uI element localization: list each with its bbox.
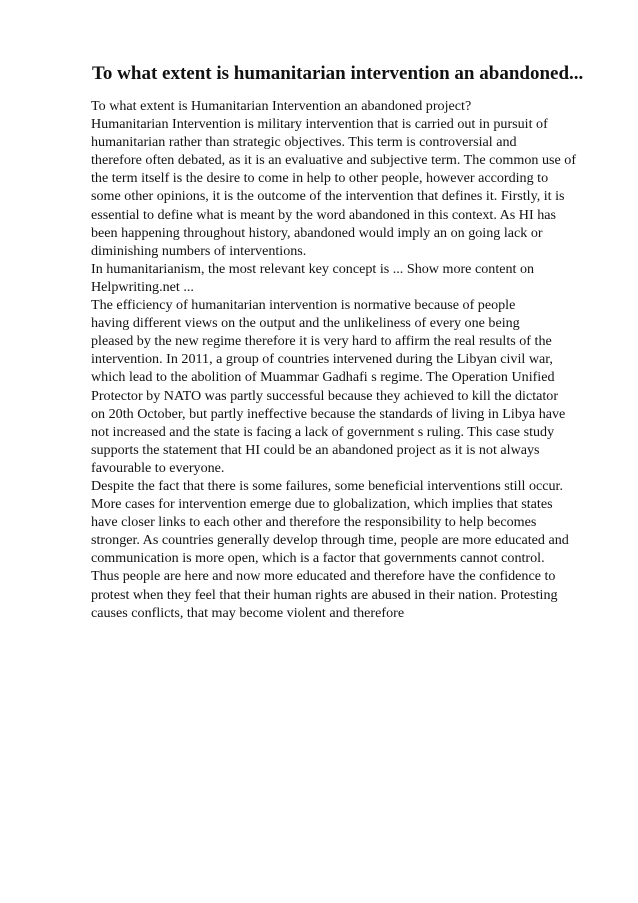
text-line: To what extent is Humanitarian Intervention an abandoned project? <box>91 98 472 114</box>
text-line: intervention. In 2011, a group of countries intervened during the Libyan civil war, <box>91 351 553 368</box>
text-line: Protector by NATO was partly successful because they achieved to kill the dictator <box>91 387 559 404</box>
text-line: favourable to everyone. <box>91 459 225 476</box>
text-line: having different views on the output and the unlikeliness of every one being <box>91 315 520 332</box>
text-line: which lead to the abolition of Muammar Gadhafi s regime. The Operation Unified <box>91 369 555 386</box>
text-line: protest when they feel that their human rights are abused in their nation. Protesting <box>91 586 558 603</box>
text-line: More cases for intervention emerge due to globalization, which implies that states <box>91 496 553 513</box>
text-line: pleased by the new regime therefore it is very hard to affirm the real results of the <box>91 333 552 350</box>
text-line: Humanitarian Intervention is military intervention that is carried out in pursuit of <box>91 116 548 133</box>
text-line: In humanitarianism, the most relevant key concept is ... Show more content on <box>91 260 535 277</box>
text-line: diminishing numbers of interventions. <box>91 242 307 259</box>
text-line: Helpwriting.net ... <box>91 278 194 295</box>
text-line: therefore often debated, as it is an evaluative and subjective term. The common use of <box>91 152 577 169</box>
text-line: communication is more open, which is a factor that governments cannot control. <box>91 550 545 567</box>
text-line: the term itself is the desire to come in help to other people, however according to <box>91 170 549 187</box>
text-line: Despite the fact that there is some failures, some beneficial interventions still occur. <box>91 477 563 494</box>
text-line: humanitarian rather than strategic objectives. This term is controversial and <box>91 134 517 151</box>
text-line: not increased and the state is facing a lack of government s ruling. This case study <box>91 423 555 440</box>
text-line: The efficiency of humanitarian intervention is normative because of people <box>91 297 516 314</box>
text-line: have closer links to each other and therefore the responsibility to help becomes <box>91 514 537 531</box>
text-line: causes conflicts, that may become violent and therefore <box>91 604 405 621</box>
text-line: some other opinions, it is the outcome of the intervention that defines it. Firstly, it is <box>91 188 565 205</box>
document-title: To what extent is humanitarian intervention an abandoned... <box>92 63 584 84</box>
text-line: on 20th October, but partly ineffective because the standards of living in Libya have <box>91 405 566 422</box>
text-line: been happening throughout history, abandoned would imply an on going lack or <box>91 224 543 241</box>
document-body <box>91 97 601 622</box>
text-line: essential to define what is meant by the word abandoned in this context. As HI has <box>91 206 556 223</box>
text-line: Thus people are here and now more educated and therefore have the confidence to <box>91 568 556 585</box>
text-line: stronger. As countries generally develop through time, people are more educated and <box>91 532 569 549</box>
text-line: supports the statement that HI could be an abandoned project as it is not always <box>91 441 540 458</box>
